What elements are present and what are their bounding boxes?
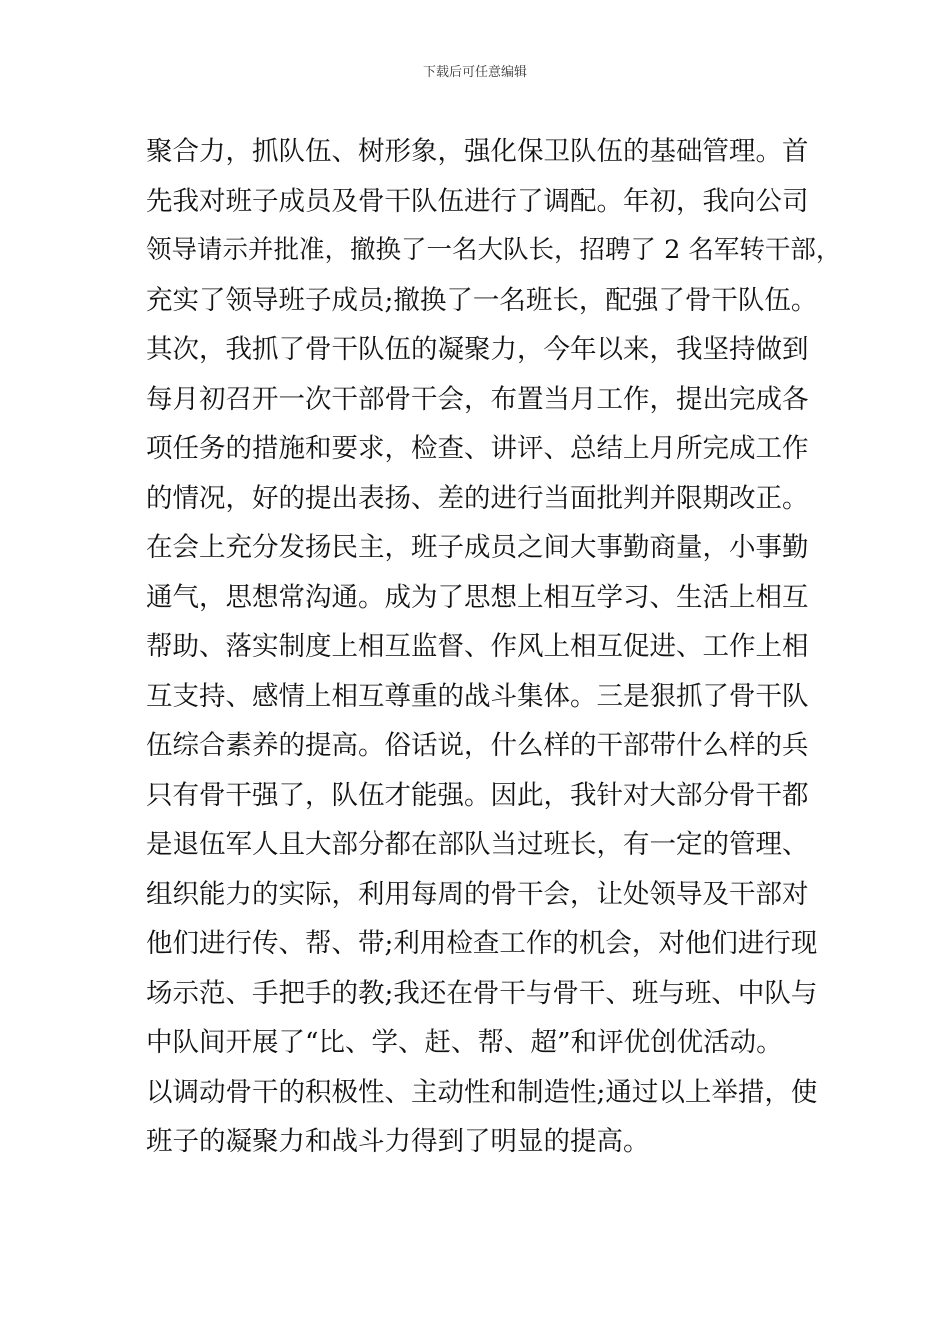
text-line: 只有骨干强了，队伍才能强。因此，我针对大部分骨干都: [146, 779, 809, 811]
text-line: 充实了领导班子成员;撤换了一名班长，配强了骨干队伍。: [146, 284, 818, 316]
text-line: 通气，思想常沟通。成为了思想上相互学习、生活上相互: [146, 581, 809, 613]
text-line: 中队间开展了“比、学、赶、帮、超”和评优创优活动。: [146, 1027, 783, 1058]
text-line: 的情况，好的提出表扬、差的进行当面批判并限期改正。: [146, 482, 809, 514]
text-line: 帮助、落实制度上相互监督、作风上相互促进、工作上相: [146, 631, 809, 662]
text-line: 是退伍军人且大部分都在部队当过班长，有一定的管理、: [146, 829, 809, 860]
text-line: 场示范、手把手的教;我还在骨干与骨干、班与班、中队与: [146, 977, 818, 1009]
text-line: 组织能力的实际，利用每周的骨干会，让处领导及干部对: [146, 878, 809, 910]
page-header: 下载后可任意编辑: [422, 65, 527, 80]
text-line: 伍综合素养的提高。俗话说，什么样的干部带什么样的兵: [146, 730, 809, 761]
text-line: 聚合力，抓队伍、树形象，强化保卫队伍的基础管理。首: [146, 136, 809, 167]
text-line: 互支持、感情上相互尊重的战斗集体。三是狠抓了骨干队: [146, 680, 809, 712]
text-line: 先我对班子成员及骨干队伍进行了调配。年初，我向公司: [146, 185, 809, 217]
body-paragraph: [146, 127, 842, 1167]
text-line: 在会上充分发扬民主，班子成员之间大事勤商量，小事勤: [146, 532, 809, 563]
text-line: 每月初召开一次干部骨干会，布置当月工作，提出完成各: [146, 383, 809, 415]
text-line: 他们进行传、帮、带;利用检查工作的机会，对他们进行现: [146, 928, 818, 959]
text-line: 以调动骨干的积极性、主动性和制造性;通过以上举措，使: [146, 1076, 818, 1108]
text-line: 项任务的措施和要求，检查、讲评、总结上月所完成工作: [146, 433, 809, 464]
text-line: 其次，我抓了骨干队伍的凝聚力，今年以来，我坚持做到: [146, 334, 809, 365]
text-line: 领导请示并批准，撤换了一名大队长，招聘了 2 名军转干部，: [146, 235, 842, 265]
text-line: 班子的凝聚力和战斗力得到了明显的提高。: [146, 1126, 650, 1157]
